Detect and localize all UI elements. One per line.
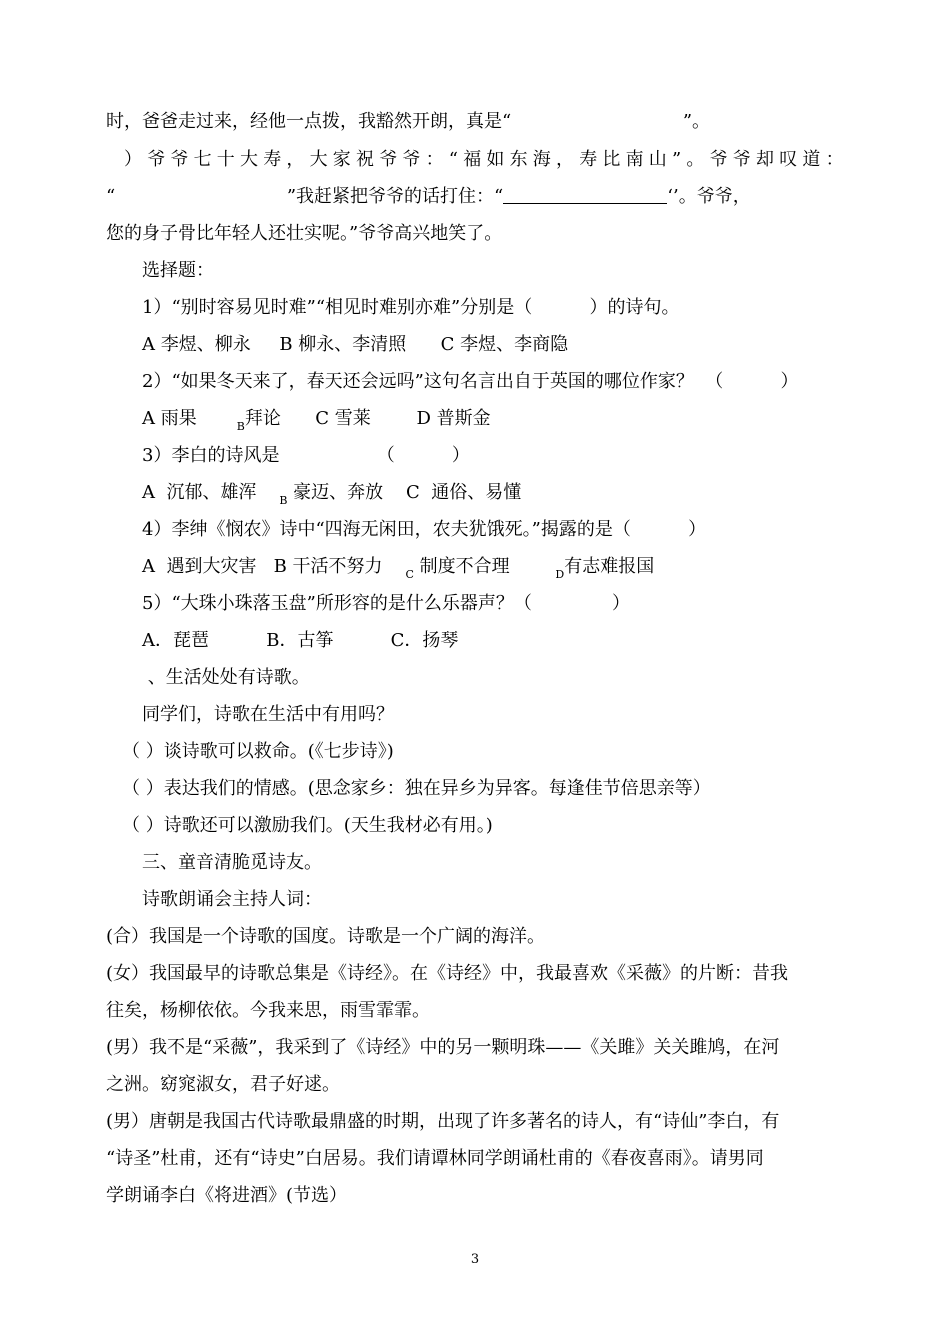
- host-line-female-1: (女）我国最早的诗歌总集是《诗经》。在《诗经》中，我最喜欢《采薇》的片断：昔我: [106, 963, 789, 984]
- host-script-title: 诗歌朗诵会主持人词：: [142, 889, 322, 910]
- option-a: A 沉郁、雄浑: [142, 482, 280, 503]
- choice-section-heading: 选择题：: [142, 260, 214, 281]
- question-1-options: A 李煜、柳永 B 柳永、李清照 C 李煜、李商隐: [142, 334, 569, 355]
- option-c-letter: C: [405, 568, 414, 581]
- question-4-options: [142, 555, 654, 581]
- option-c-rest: 制度不合理: [413, 556, 556, 577]
- option-a: A 雨果: [142, 408, 237, 429]
- question-3-options: [142, 481, 521, 507]
- option-b-letter: B: [279, 494, 288, 507]
- life-item-save-life: （ ）谈诗歌可以救命。(《七步诗》): [122, 741, 394, 762]
- text-line-grandpa-laugh: 您的身子骨比年轻人还壮实呢。”爷爷高兴地笑了。: [106, 223, 503, 244]
- question-5: 5）“大珠小珠落玉盘”所形容的是什么乐器声？（ ）: [142, 593, 630, 614]
- section-3-heading: 三、童音清脆觅诗友。: [142, 852, 322, 873]
- life-section-question: 同学们，诗歌在生活中有用吗？: [142, 704, 394, 725]
- option-b-rest: 拜论 C 雪莱 D 普斯金: [244, 408, 491, 429]
- text-segment-quote-start: “ ”我赶紧把爷爷的话打住：“: [106, 186, 504, 207]
- option-d-rest: 有志难报国: [564, 556, 655, 577]
- host-line-male-2a: (男）唐朝是我国古代诗歌最鼎盛的时期，出现了许多著名的诗人，有“诗仙”李白，有: [106, 1111, 780, 1132]
- option-a-b: A 遇到大灾害 B 干活不努力: [142, 556, 406, 577]
- option-d-letter: D: [555, 568, 565, 581]
- question-5-options: A．琵琶 B．古筝 C．扬琴: [142, 630, 459, 651]
- life-section-heading: 、生活处处有诗歌。: [142, 667, 310, 688]
- option-b-letter: B: [236, 420, 245, 433]
- life-item-express-feelings: （ ）表达我们的情感。(思念家乡：独在异乡为异客。每逢佳节倍思亲等）: [122, 778, 711, 799]
- life-item-encourage: （ ）诗歌还可以激励我们。(天生我材必有用。): [122, 815, 493, 836]
- host-line-together: (合）我国是一个诗歌的国度。诗歌是一个广阔的海洋。: [106, 926, 546, 947]
- host-line-male-2c: 学朗诵李白《将进酒》(节选）: [106, 1185, 348, 1206]
- question-4: 4）李绅《悯农》诗中“四海无闲田，农夫犹饿死。”揭露的是（ ）: [142, 519, 707, 540]
- host-line-male-2b: “诗圣”杜甫，还有“诗史”白居易。我们请谭林同学朗诵杜甫的《春夜喜雨》。请男同: [106, 1148, 764, 1169]
- host-line-female-2: 往矣，杨柳依依。今我来思，雨雪霏霏。: [106, 1000, 430, 1021]
- host-line-male-1a: (男）我不是“采薇”，我采到了《诗经》中的另一颗明珠——《关雎》关关雎鸠，在河: [106, 1037, 780, 1058]
- question-1: 1）“别时容易见时难”“相见时难别亦难”分别是（ ）的诗句。: [142, 297, 680, 318]
- question-2-options: [142, 407, 491, 433]
- host-line-male-1b: 之洲。窈窕淑女，君子好逑。: [106, 1074, 340, 1095]
- option-b-rest: 豪迈、奔放 C 通俗、易懂: [287, 482, 522, 503]
- fill-in-blank-underline[interactable]: [503, 185, 667, 204]
- text-line-idiom-blank: 时，爸爸走过来，经他一点拨，我豁然开朗，真是“ ”。: [106, 111, 711, 132]
- question-3: 3）李白的诗风是 （ ）: [142, 445, 470, 466]
- text-line-grandpa-quote: [106, 185, 751, 209]
- text-line-grandpa-birthday: ）爷爷七十大寿，大家祝爷爷：“福如东海，寿比南山”。爷爷却叹道：: [124, 149, 849, 170]
- page-number: 3: [470, 1252, 480, 1267]
- question-2: 2）“如果冬天来了，春天还会远吗”这句名言出自于英国的哪位作家？ （ ）: [142, 371, 799, 392]
- text-segment-quote-end: ‘’。爷爷，: [667, 186, 751, 207]
